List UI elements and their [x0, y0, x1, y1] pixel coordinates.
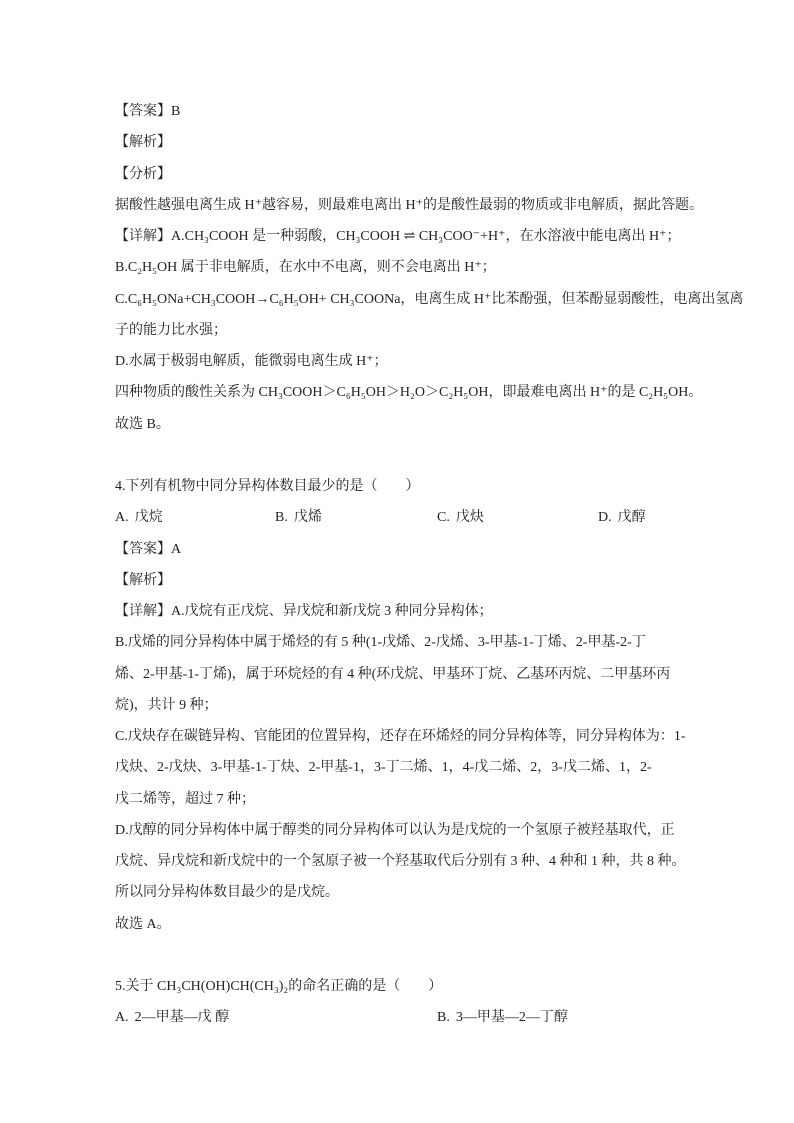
answer-label: 【答案】 [115, 541, 171, 557]
question-text: 关于 CH₃CH(OH)CH(CH₃)₂的命名正确的是（ ） [125, 979, 443, 994]
q5-option-a [115, 1002, 229, 1033]
q4-option-a [115, 502, 163, 533]
q3-answer [115, 96, 755, 127]
q4-detail-line: 戊烷、异戊烷和新戊烷中的一个氢原子被一个羟基取代后分别有 3 种、4 种和 1 种，共 8 种。 [115, 854, 686, 869]
q4-detail-line: D.戊醇的同分异构体中属于醇类的同分异构体可以认为是戊烷的一个氢原子被羟基取代，正 [115, 822, 675, 838]
detail-text: A.CH₃COOH 是一种弱酸，CH₃COOH ⇌ CH₃COO⁻+H⁺，在水溶液中能电离出 H⁺； [171, 229, 681, 244]
q4-answer [115, 534, 755, 565]
q4-option-b [275, 502, 322, 533]
q3-detail-line: 子的能力比水强； [115, 322, 227, 338]
q4-option-d [598, 502, 646, 533]
q4-detail-line: 烯、2-甲基-1-丁烯)，属于环烷烃的有 4 种(环戊烷、甲基环丁烷、乙基环丙烷、二甲基环丙 [115, 666, 671, 682]
detail-label: 【详解】 [115, 604, 171, 619]
q4-stem [115, 471, 755, 502]
option-letter: B. [275, 510, 288, 526]
option-letter: D. [598, 510, 612, 526]
question-text: 下列有机物中同分异构体数目最少的是（ ） [125, 479, 420, 494]
page-content [115, 96, 755, 1034]
q3-detail-line: D.水属于极弱电解质，能微弱电离生成 H⁺； [115, 354, 388, 369]
detail-text: A.戊烷有正戊烷、异戊烷和新戊烷 3 种同分异构体； [171, 604, 493, 619]
option-text: 戊烯 [293, 510, 322, 526]
q4-option-c [437, 502, 484, 533]
q3-detail-line: B.C₂H₅OH 属于非电解质，在水中不电离，则不会电离出 H⁺； [115, 260, 496, 276]
answer-value: A [171, 541, 182, 557]
q4-detail-line: 戊炔、2-戊炔、3-甲基-1-丁炔、2-甲基-1，3-丁二烯、1，4-戊二烯、2，3-戊二烯、1，2- [115, 760, 652, 776]
q5-stem [115, 971, 755, 1002]
spacer [115, 440, 755, 471]
question-number: 4. [115, 479, 126, 494]
q3-analysis-subheading: 【分析】 [115, 166, 171, 182]
q3-analysis-heading: 【解析】 [115, 135, 171, 151]
question-number: 5. [115, 979, 126, 994]
q3-analysis-text: 据酸性越强电离生成 H⁺越容易，则最难电离出 H⁺的是酸性最弱的物质或非电解质，据此答题。 [115, 197, 703, 213]
option-text: 戊烷 [134, 510, 163, 526]
q5-option-b [437, 1002, 568, 1033]
q4-detail-line: B.戊烯的同分异构体中属于烯烃的有 5 种(1-戊烯、2-戊烯、3-甲基-1-丁烯、2-甲基-2-丁 [115, 635, 646, 651]
option-text: 3—甲基—2—丁醇 [455, 1010, 568, 1026]
option-text: 戊炔 [455, 510, 484, 526]
option-letter: C. [437, 510, 450, 526]
answer-label: 【答案】 [115, 104, 171, 119]
spacer [115, 940, 755, 971]
q4-analysis-heading: 【解析】 [115, 572, 171, 588]
q4-detail-line: 戊二烯等，超过 7 种； [115, 791, 255, 807]
option-letter: A. [115, 1010, 129, 1026]
option-letter: B. [437, 1010, 450, 1026]
answer-value: B [171, 104, 181, 119]
q4-detail-line [115, 596, 755, 627]
q5-options [115, 1002, 755, 1033]
q4-options [115, 502, 755, 533]
option-letter: A. [115, 510, 129, 526]
q3-conclusion: 故选 B。 [115, 416, 170, 432]
q3-detail-line: C.C₆H₅ONa+CH₃COOH→C₆H₅OH+ CH₃COONa，电离生成 H⁺比苯酚强，但苯酚显弱酸性，电离出氢离 [115, 291, 744, 307]
q4-detail-line: C.戊炔存在碳链异构、官能团的位置异构，还存在环烯烃的同分异构体等，同分异构体为：1- [115, 729, 686, 744]
detail-label: 【详解】 [115, 229, 171, 244]
q4-detail-line: 烷)，共计 9 种； [115, 697, 218, 713]
q3-detail-line [115, 221, 755, 252]
q4-conclusion: 故选 A。 [115, 916, 171, 932]
option-text: 2—甲基—戊 醇 [134, 1010, 230, 1026]
option-text: 戊醇 [617, 510, 646, 526]
q4-detail-line: 所以同分异构体数目最少的是戊烷。 [115, 885, 339, 901]
q3-detail-line: 四种物质的酸性关系为 CH₃COOH＞C₆H₅OH＞H₂O＞C₂H₅OH，即最难电离出 H⁺的是 C₂H₅OH。 [115, 385, 703, 401]
